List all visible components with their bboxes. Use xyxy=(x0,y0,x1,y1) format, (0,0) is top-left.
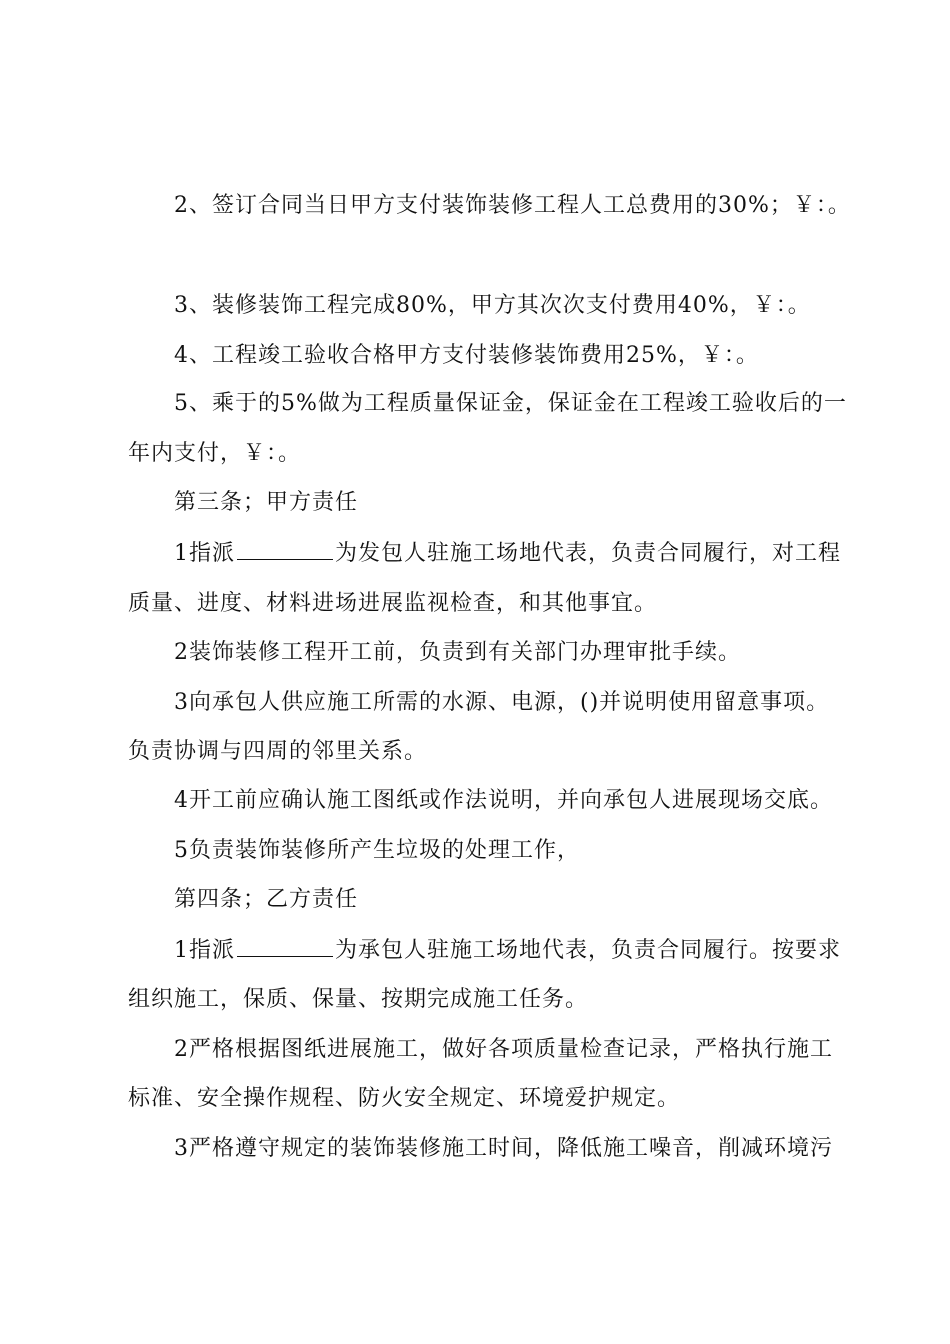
party-a-item-1-prefix: 1指派 xyxy=(174,541,235,566)
party-a-item-5: 5负责装饰装修所产生垃圾的处理工作， xyxy=(174,838,580,863)
blank-underline xyxy=(237,936,333,957)
party-b-item-2-cont: 标准、安全操作规程、防火安全规定、环境爱护规定。 xyxy=(128,1086,681,1111)
payment-clause-5: 5、乘于的5%做为工程质量保证金，保证金在工程竣工验收后的一 xyxy=(174,391,847,416)
party-b-item-2: 2严格根据图纸进展施工，做好各项质量检查记录，严格执行施工 xyxy=(174,1037,833,1062)
party-b-item-3: 3严格遵守规定的装饰装修施工时间，降低施工噪音，削减环境污 xyxy=(174,1136,833,1161)
party-a-item-2: 2装饰装修工程开工前，负责到有关部门办理审批手续。 xyxy=(174,640,741,665)
article-4-heading: 第四条；乙方责任 xyxy=(174,887,359,912)
party-b-item-1-text: 为承包人驻施工场地代表，负责合同履行。按要求 xyxy=(335,938,842,963)
payment-clause-5-cont: 年内支付，￥：。 xyxy=(128,441,302,466)
party-b-item-1-prefix: 1指派 xyxy=(174,938,235,963)
party-a-item-1-text: 为发包人驻施工场地代表，负责合同履行，对工程 xyxy=(335,541,842,566)
party-a-item-4: 4开工前应确认施工图纸或作法说明，并向承包人进展现场交底。 xyxy=(174,788,833,813)
party-a-item-3: 3向承包人供应施工所需的水源、电源，()并说明使用留意事项。 xyxy=(174,690,830,715)
payment-clause-3: 3、装修装饰工程完成80%，甲方其次次支付费用40%，￥：。 xyxy=(174,293,811,318)
blank-underline xyxy=(237,539,333,560)
party-a-item-1 xyxy=(174,539,950,569)
party-a-item-1-cont: 质量、进度、材料进场进展监视检查，和其他事宜。 xyxy=(128,591,658,616)
article-3-heading: 第三条；甲方责任 xyxy=(174,490,359,515)
party-b-item-1 xyxy=(174,936,950,966)
party-a-item-3-cont: 负责协调与四周的邻里关系。 xyxy=(128,739,428,764)
payment-clause-4: 4、工程竣工验收合格甲方支付装修装饰费用25%，￥：。 xyxy=(174,343,759,368)
payment-clause-2: 2、签订合同当日甲方支付装饰装修工程人工总费用的30%；￥：。 xyxy=(174,193,851,218)
party-b-item-1-cont: 组织施工，保质、保量、按期完成施工任务。 xyxy=(128,987,589,1012)
